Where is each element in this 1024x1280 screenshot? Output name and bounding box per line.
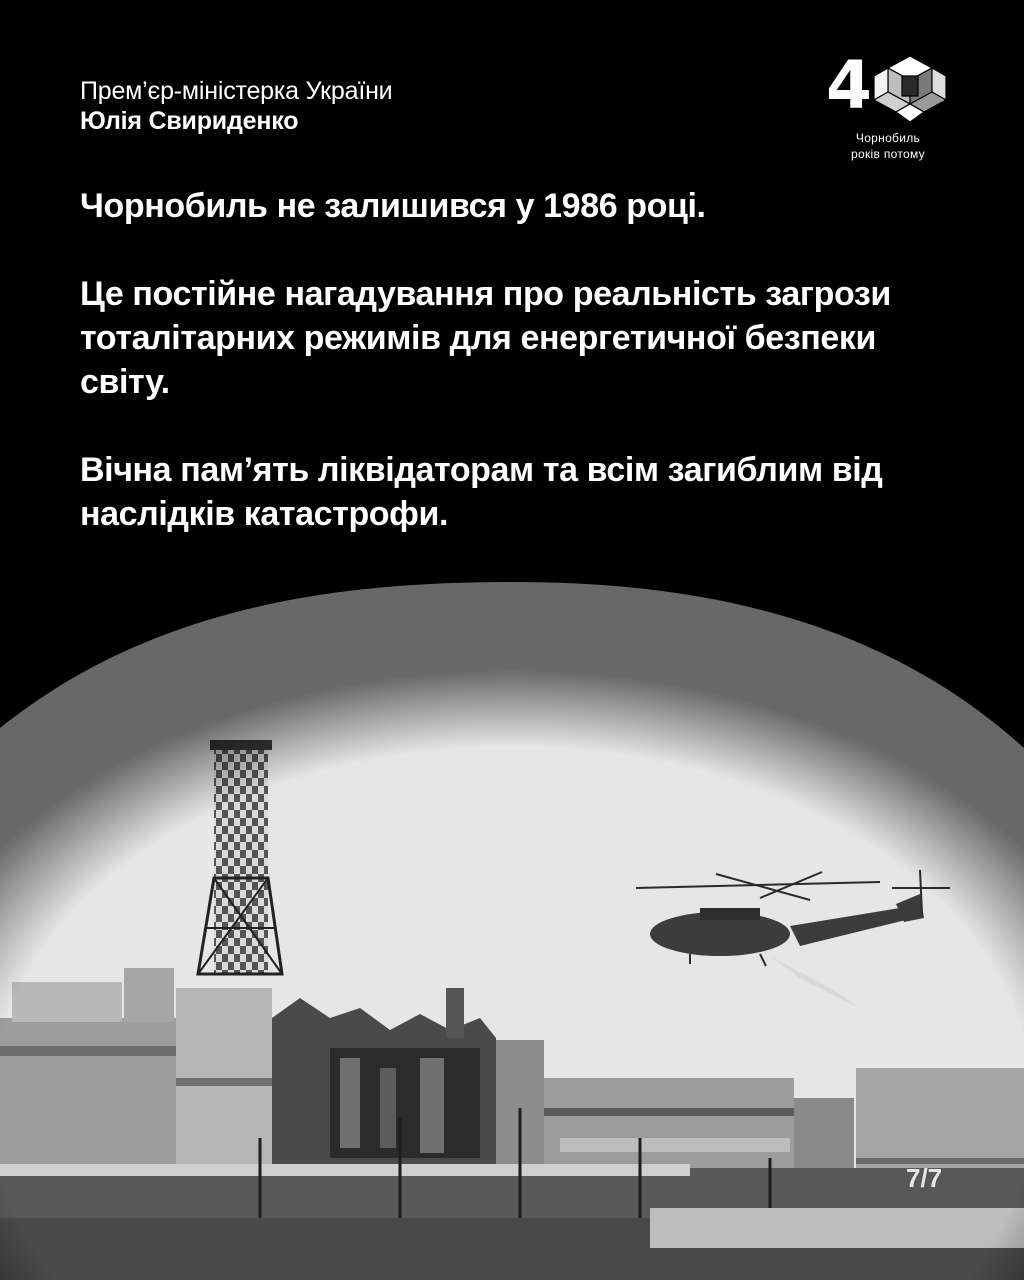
statement-paragraph-1: Чорнобиль не залишився у 1986 році. [80,187,706,225]
anniversary-logo [826,47,950,166]
cube-zero-icon [872,54,948,124]
author-block [80,76,392,136]
statement-paragraph-2: Це постійне нагадування про реальність загрози тоталітарних режимів для енергетичної безпеки світу. [80,275,891,401]
logo-caption-line1: Чорнобиль [855,131,921,145]
logo-digit: 4 [826,47,872,124]
author-name: Юлія Свириденко [80,107,299,135]
chernobyl-photo [0,578,1024,1280]
author-role: Прем’єр-міністерка України [80,77,393,105]
slide-counter: 7/7 [906,1163,943,1193]
statement-text [80,184,960,580]
statement-paragraph-3: Вічна пам’ять ліквідаторам та всім загиблим від наслідків катастрофи. [80,451,883,533]
logo-caption-line2: років потому [851,147,925,161]
